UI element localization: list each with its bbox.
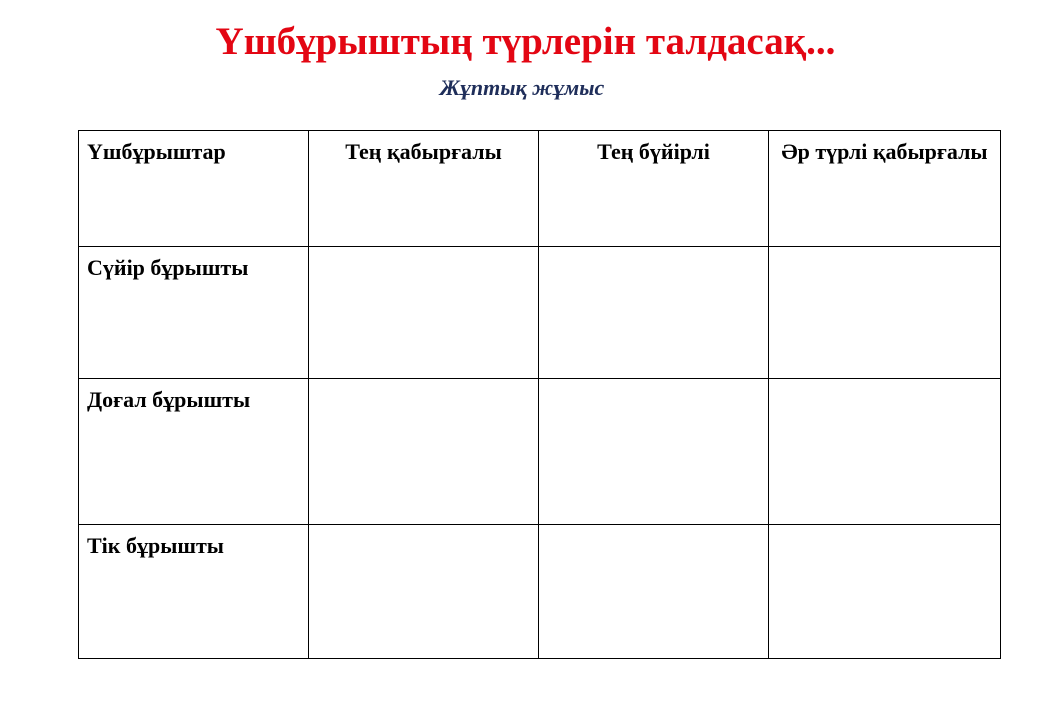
table-cell[interactable] (309, 525, 539, 659)
header-cell-isosceles: Тең бүйірлі (539, 131, 769, 247)
header-cell-triangles: Үшбұрыштар (79, 131, 309, 247)
triangle-types-table (78, 130, 1001, 659)
page-title: Үшбұрыштың түрлерін талдасақ... (215, 20, 836, 63)
table-cell[interactable] (309, 247, 539, 379)
table-cell[interactable] (539, 379, 769, 525)
row-label-obtuse: Доғал бұрышты (79, 379, 309, 525)
table-row (79, 379, 1001, 525)
row-label-right: Тік бұрышты (79, 525, 309, 659)
table-cell[interactable] (769, 379, 1001, 525)
header-cell-equilateral: Тең қабырғалы (309, 131, 539, 247)
header-cell-scalene: Әр түрлі қабырғалы (769, 131, 1001, 247)
row-label-acute: Сүйір бұрышты (79, 247, 309, 379)
table-header-row (79, 131, 1001, 247)
page-subtitle: Жұптық жұмыс (439, 75, 605, 100)
table-cell[interactable] (539, 525, 769, 659)
table-cell[interactable] (769, 247, 1001, 379)
table-row (79, 525, 1001, 659)
table-cell[interactable] (309, 379, 539, 525)
table-cell[interactable] (769, 525, 1001, 659)
table-row (79, 247, 1001, 379)
table-cell[interactable] (539, 247, 769, 379)
